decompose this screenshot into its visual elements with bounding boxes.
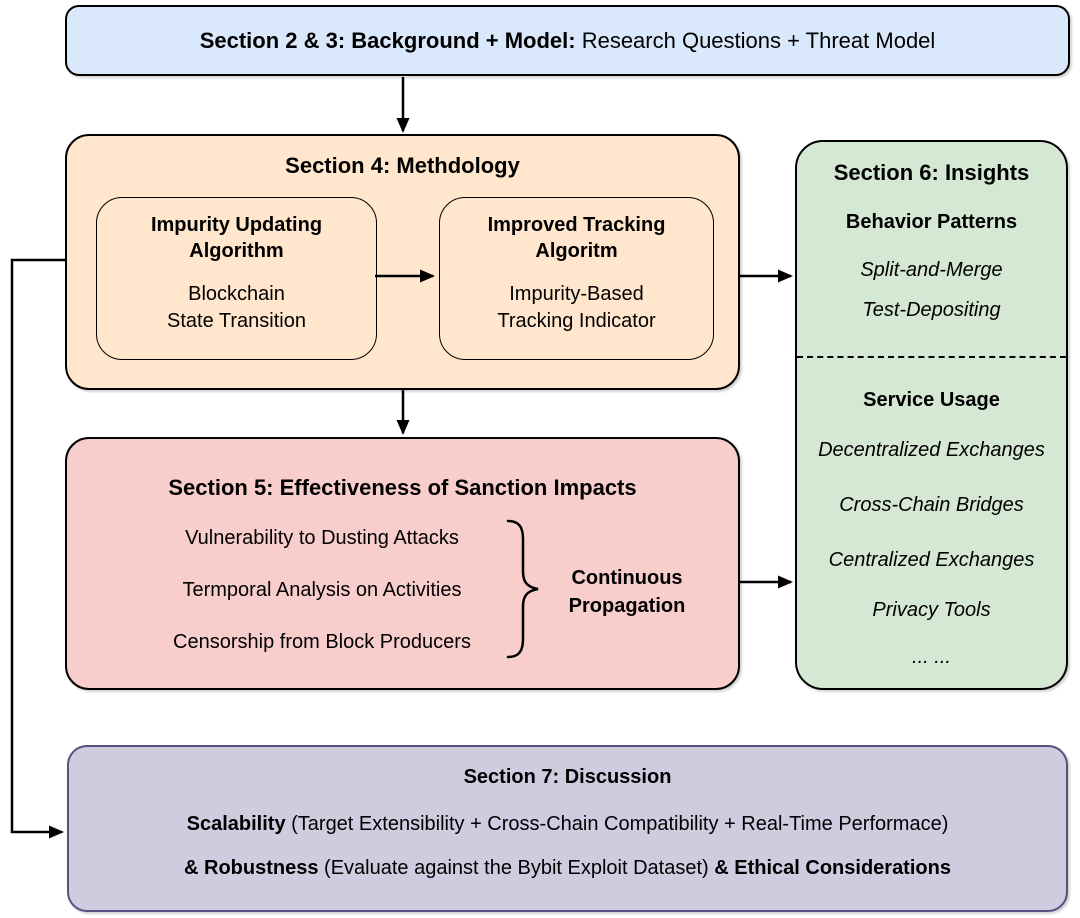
robustness-label: & Robustness bbox=[184, 857, 319, 879]
improved-tracking-desc bbox=[497, 281, 655, 335]
background-model-title bbox=[200, 28, 936, 54]
background-model-title-rest: Research Questions + Threat Model bbox=[575, 27, 936, 53]
node-improved-tracking-algorithm bbox=[439, 197, 714, 360]
node-discussion bbox=[67, 745, 1068, 912]
improved-tracking-name-line2: Algoritm bbox=[535, 240, 618, 262]
impurity-updating-desc-line2: State Transition bbox=[167, 310, 306, 332]
service-usage-header: Service Usage bbox=[863, 389, 1000, 411]
list-item: Split-and-Merge bbox=[860, 259, 1003, 281]
improved-tracking-desc-line1: Impurity-Based bbox=[509, 283, 644, 305]
methodology-title: Section 4: Methdology bbox=[285, 153, 520, 178]
node-sanction-impacts bbox=[65, 437, 740, 690]
scalability-detail: (Target Extensibility + Cross-Chain Compatibility + Real-Time Performace) bbox=[285, 813, 949, 835]
dashed-divider bbox=[797, 356, 1066, 358]
continuous-propagation-line2: Propagation bbox=[568, 595, 686, 617]
impurity-updating-desc bbox=[167, 281, 306, 335]
continuous-propagation-label bbox=[527, 564, 727, 620]
list-item: Centralized Exchanges bbox=[828, 549, 1035, 571]
improved-tracking-name bbox=[488, 212, 666, 264]
list-item: Termporal Analysis on Activities bbox=[182, 579, 462, 601]
list-item: Cross-Chain Bridges bbox=[839, 494, 1024, 516]
sanction-impacts-title: Section 5: Effectiveness of Sanction Impacts bbox=[168, 475, 637, 500]
impurity-updating-name bbox=[151, 212, 322, 264]
improved-tracking-desc-line2: Tracking Indicator bbox=[497, 310, 656, 332]
discussion-scalability-line bbox=[69, 811, 1066, 837]
list-item: Vulnerability to Dusting Attacks bbox=[185, 527, 459, 549]
list-item: ... ... bbox=[912, 646, 951, 668]
discussion-title: Section 7: Discussion bbox=[463, 766, 672, 788]
robustness-detail: (Evaluate against the Bybit Exploit Dataset) bbox=[318, 857, 715, 879]
list-item: Decentralized Exchanges bbox=[818, 439, 1045, 461]
impurity-updating-name-line1: Impurity Updating bbox=[150, 214, 323, 236]
ethical-label: & Ethical Considerations bbox=[714, 857, 951, 879]
node-methodology bbox=[65, 134, 740, 390]
impurity-updating-desc-line1: Blockchain bbox=[188, 283, 285, 305]
continuous-propagation-line1: Continuous bbox=[571, 567, 683, 589]
impurity-updating-name-line2: Algorithm bbox=[189, 240, 284, 262]
insights-title: Section 6: Insights bbox=[833, 160, 1030, 185]
improved-tracking-name-line1: Improved Tracking bbox=[487, 214, 666, 236]
behavior-patterns-header: Behavior Patterns bbox=[845, 211, 1018, 233]
node-impurity-updating-algorithm bbox=[96, 197, 377, 360]
list-item: Privacy Tools bbox=[872, 599, 991, 621]
list-item: Test-Depositing bbox=[862, 299, 1001, 321]
background-model-title-bold: Section 2 & 3: Background + Model: bbox=[199, 27, 576, 53]
list-item: Censorship from Block Producers bbox=[173, 631, 471, 653]
scalability-label: Scalability bbox=[186, 813, 286, 835]
node-background-model bbox=[65, 5, 1070, 76]
node-insights bbox=[795, 140, 1068, 690]
discussion-robustness-line bbox=[69, 855, 1066, 881]
arrow-methodology-to-discussion bbox=[12, 260, 65, 832]
